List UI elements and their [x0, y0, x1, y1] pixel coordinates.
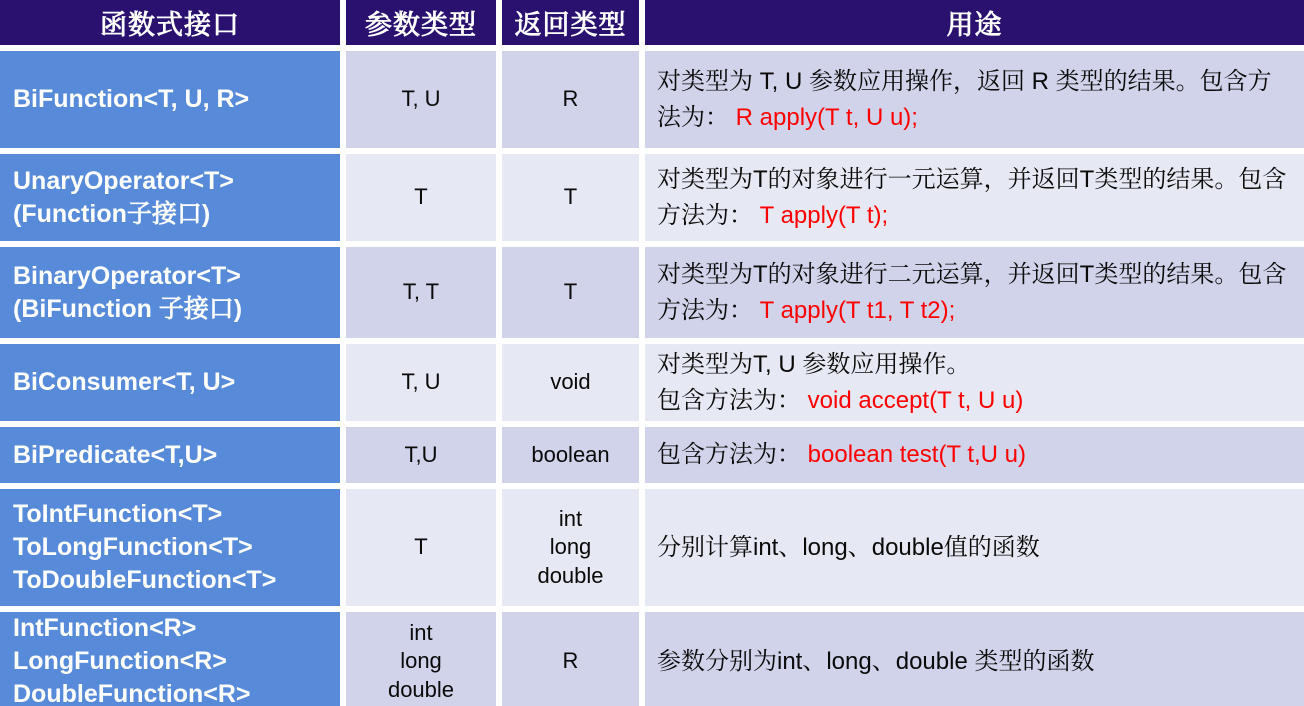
usage-line [657, 644, 1294, 680]
usage-line [657, 530, 1294, 566]
param-type-line: T, U [401, 369, 441, 395]
usage-cell [645, 612, 1304, 706]
param-type-line: T, U [401, 86, 441, 112]
usage-cell [645, 247, 1304, 338]
param-type-line: T, T [402, 279, 440, 305]
param-type-line: T,U [404, 441, 438, 467]
usage-text: 对类型为T的对象进行二元运算，并返回T类型的结果。包含方法为： [657, 260, 1287, 324]
return-type-cell [502, 247, 639, 338]
param-type-cell [346, 612, 496, 706]
return-type-cell [502, 51, 639, 148]
usage-cell [645, 344, 1304, 421]
interface-name-line: ToDoubleFunction<T> [13, 566, 277, 594]
interface-cell [0, 427, 340, 483]
interface-name-line: BiPredicate<T,U> [13, 440, 218, 469]
interface-name-line: DoubleFunction<R> [13, 680, 251, 706]
return-type-line: T [563, 279, 578, 305]
param-type-line: T [414, 534, 428, 560]
param-type-line: int [409, 619, 433, 645]
column-header-param-type: 参数类型 [346, 0, 496, 45]
param-type-line: long [400, 648, 442, 674]
usage-text: 分别计算int、long、double值的函数 [657, 533, 1040, 561]
param-type-line: double [387, 676, 455, 702]
usage-text: 包含方法为： [657, 386, 808, 414]
return-type-cell [502, 344, 639, 421]
usage-text: 对类型为T的对象进行一元运算，并返回T类型的结果。包含方法为： [657, 165, 1287, 229]
interface-name-line: ToIntFunction<T> [13, 500, 223, 528]
return-type-cell [502, 427, 639, 483]
interface-cell [0, 247, 340, 338]
param-type-cell [346, 154, 496, 241]
return-type-line: T [563, 184, 578, 210]
param-type-cell [346, 344, 496, 421]
return-type-line: R [562, 86, 579, 112]
column-header-return-type: 返回类型 [502, 0, 639, 45]
usage-cell [645, 154, 1304, 241]
return-type-cell [502, 154, 639, 241]
usage-cell [645, 489, 1304, 606]
interface-name-line: BiFunction<T, U, R> [13, 85, 250, 113]
return-type-line: R [562, 648, 579, 674]
usage-line [657, 257, 1294, 329]
usage-text: 参数分别为int、long、double 类型的函数 [657, 647, 1095, 675]
usage-cell [645, 51, 1304, 148]
method-signature-code: T apply(T t1, T t2); [759, 296, 956, 324]
interface-cell [0, 489, 340, 606]
return-type-line: void [550, 369, 591, 395]
usage-line [657, 347, 1294, 383]
param-type-cell [346, 489, 496, 606]
interface-name-line: IntFunction<R> [13, 614, 197, 642]
interface-name-line: LongFunction<R> [13, 647, 227, 675]
interface-cell [0, 154, 340, 241]
param-type-cell [346, 51, 496, 148]
column-header-usage: 用途 [645, 0, 1304, 45]
usage-line [657, 162, 1294, 234]
interface-cell [0, 51, 340, 148]
interface-name-line: BinaryOperator<T> [13, 261, 241, 290]
method-signature-code: boolean test(T t,U u) [807, 441, 1027, 468]
usage-line [657, 64, 1294, 136]
interface-cell [0, 612, 340, 706]
interface-name-line: UnaryOperator<T> [13, 166, 234, 195]
usage-cell [645, 427, 1304, 483]
interface-cell [0, 344, 340, 421]
interface-name-line: BiConsumer<T, U> [13, 368, 236, 396]
return-type-cell [502, 612, 639, 706]
usage-line [657, 437, 1294, 473]
return-type-line: double [537, 562, 604, 588]
usage-text: 对类型为T, U 参数应用操作。 [657, 350, 971, 378]
return-type-line: int [558, 505, 583, 531]
return-type-line: long [549, 534, 592, 560]
interface-name-line: (Function子接口) [13, 199, 211, 228]
return-type-line: boolean [531, 441, 610, 467]
param-type-cell [346, 247, 496, 338]
param-type-line: T [414, 184, 428, 210]
column-header-interface: 函数式接口 [0, 0, 340, 45]
usage-line [657, 383, 1294, 419]
param-type-cell [346, 427, 496, 483]
interface-name-line: ToLongFunction<T> [13, 533, 253, 561]
method-signature-code: R apply(T t, U u); [735, 103, 918, 131]
interface-name-line: (BiFunction 子接口) [13, 294, 243, 323]
usage-text: 对类型为 T, U 参数应用操作，返回 R 类型的结果。包含方法为： [657, 67, 1272, 131]
method-signature-code: T apply(T t); [759, 201, 889, 229]
usage-text: 包含方法为： [657, 441, 808, 468]
return-type-cell [502, 489, 639, 606]
method-signature-code: void accept(T t, U u) [807, 386, 1024, 414]
